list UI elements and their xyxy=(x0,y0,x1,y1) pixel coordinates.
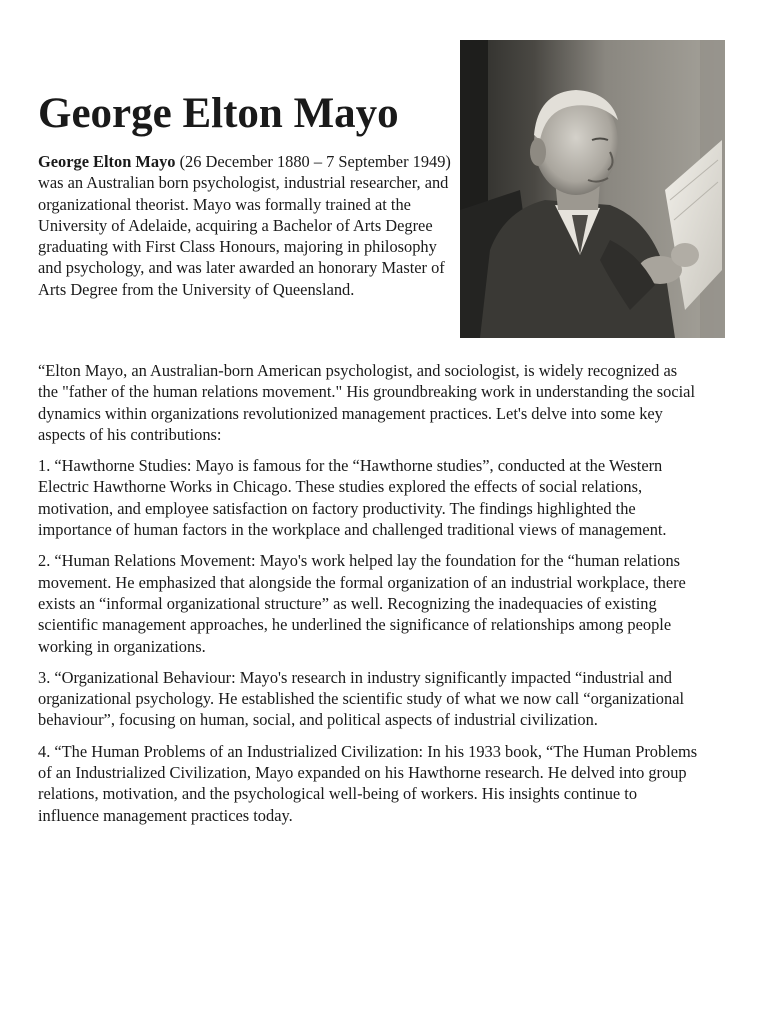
paragraph-organizational-behaviour: 3. “Organizational Behaviour: Mayo's research in industry significantly impacted “industrial and organizational psychology. He established the scientific study of what we now call “organizational behaviour”, focusing on human, social, and political aspects of industrial civilization. xyxy=(38,667,685,730)
intro-text: (26 December 1880 – 7 September 1949) was an Australian born psychologist, industrial researcher, and organizational theorist. Mayo was formally trained at the University of Adelaide, acquiring a Bachelor of Arts Degree graduating with First Class Honours, majoring in philosophy and psychology, and was later awarded an honorary Master of Arts Degree from the University of Queensland. xyxy=(38,152,451,299)
body-text xyxy=(38,360,698,836)
paragraph-intro: “Elton Mayo, an Australian-born American psychologist, and sociologist, is widely recognized as the "father of the human relations movement." His groundbreaking work in understanding the social dynamics within organizations revolutionized management practices. Let's delve into some key aspects of his contributions: xyxy=(38,361,696,444)
intro-paragraph xyxy=(38,151,454,300)
paragraph-human-relations: 2. “Human Relations Movement: Mayo's work helped lay the foundation for the “human relations movement. He emphasized that alongside the formal organization of an industrial workplace, there exists an “informal organizational structure” as well. Recognizing the inadequacies of existing scientific management approaches, he underlined the significance of relationships among people working in organizations. xyxy=(38,551,686,656)
page-title: George Elton Mayo xyxy=(38,90,399,137)
portrait-photo xyxy=(460,40,725,338)
paragraph-hawthorne-studies: 1. “Hawthorne Studies: Mayo is famous for the “Hawthorne studies”, conducted at the Western Electric Hawthorne Works in Chicago. These studies explored the effects of social relations, motivation, and employee satisfaction on factory productivity. The findings highlighted the importance of human factors in the workplace and challenged traditional views of management. xyxy=(38,456,667,540)
paragraph-human-problems: 4. “The Human Problems of an Industrialized Civilization: In his 1933 book, “The Human Problems of an Industrialized Civilization, Mayo expanded on his Hawthorne research. He delved into group relations, motivation, and the psychological well-being of workers. His insights continue to influence management practices today. xyxy=(38,741,698,825)
intro-name: George Elton Mayo xyxy=(38,152,176,171)
